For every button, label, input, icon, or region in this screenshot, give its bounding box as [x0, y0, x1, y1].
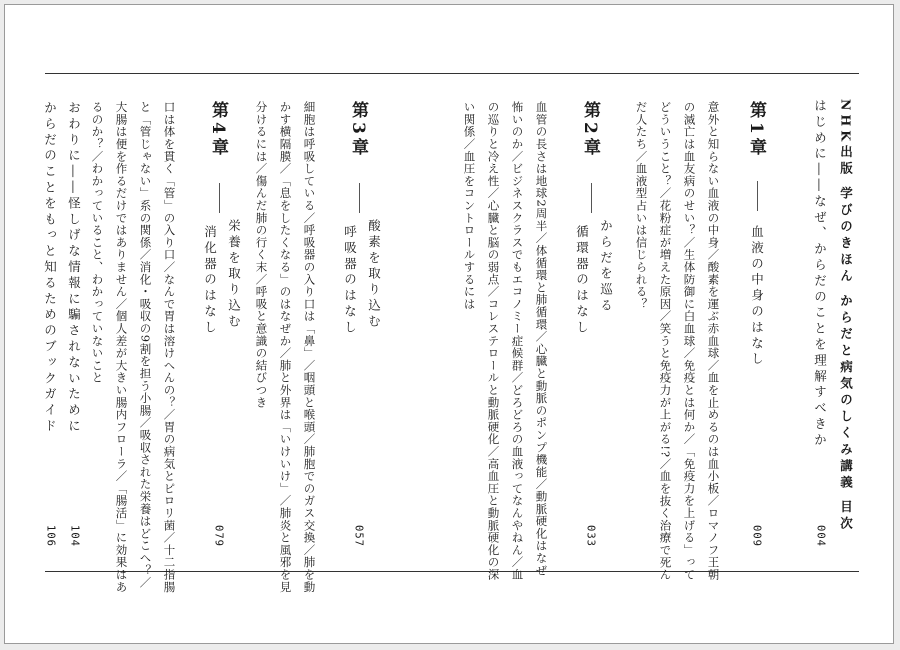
book-title: NHK出版 学びのきほん からだと病気のしくみ講義 目次: [838, 99, 854, 534]
book-page: [4, 4, 894, 644]
chapter-2-topics-line: 怖いのか／ビジネスクラスでもエコノミー症候群／どろどろの血液ってなんやねん／血: [510, 101, 525, 581]
chapter-2-topics-line: 血管の長さは地球2周半／体循環と肺循環／心臓と動脈のポンプ機能／動脈硬化はなぜ: [534, 101, 549, 577]
chapter-1-topics-line: どういうこと？／花粉症が増えた原因／笑うと免疫力が上がる!?／血を抜く治療で死ん: [658, 101, 673, 581]
intro-label[interactable]: はじめに――なぜ、からだのことを理解すべきか: [812, 99, 828, 449]
chapter-3-divider: [359, 183, 360, 213]
chapter-2-page: 033: [584, 525, 597, 547]
chapter-2-title-line2[interactable]: 循環器のはなし: [574, 225, 590, 337]
appendix-page: 106: [44, 525, 57, 547]
top-rule: [45, 73, 859, 74]
chapter-4-topics-line: 大腸は便を作るだけではありません／個人差が大きい腸内フローラ／「腸活」に効果はあ: [114, 101, 129, 593]
chapter-3-title-line2[interactable]: 呼吸器のはなし: [342, 225, 358, 337]
closing-page: 104: [68, 525, 81, 547]
chapter-3-page: 057: [352, 525, 365, 547]
chapter-4-title-line1[interactable]: 栄養を取り込む: [226, 219, 242, 331]
chapter-1-number: 第1章: [746, 101, 766, 159]
appendix-label[interactable]: からだのことをもっと知るためのブックガイド: [42, 101, 58, 435]
chapter-2-number: 第2章: [580, 101, 600, 159]
chapter-2-title-line1[interactable]: からだを巡る: [598, 219, 614, 315]
chapter-4-number: 第4章: [208, 101, 228, 159]
chapter-3-number: 第3章: [348, 101, 368, 159]
chapter-3-topics-line: 細胞は呼吸している／呼吸器の入り口は「鼻」／咽頭と喉頭／肺胞でのガス交換／肺を動: [302, 101, 317, 593]
chapter-2-topics-line: の巡りと冷え性／心臓と脳の弱点／コレステロールと動脈硬化／高血圧と動脈硬化の深: [486, 101, 501, 581]
chapter-1-topics-line: 意外と知らない血液の中身／酸素を運ぶ赤血球／血を止めるのは血小板／ロマノフ王朝: [706, 101, 721, 581]
chapter-3-topics-line: かす横隔膜／「息をしたくなる」のはなぜか／肺と外界は「いけいけ」／肺炎と風邪を見: [278, 101, 293, 593]
chapter-1-topics-line: だ人たち／血液型占いは信じられる？: [634, 101, 649, 311]
chapter-1-topics-line: の滅亡は血友病のせい？／生体防御に白血球／免疫とは何か／「免疫力を上げる」って: [682, 101, 697, 581]
chapter-1-divider: [757, 181, 758, 211]
chapter-3-topics-line: 分けるには／傷んだ肺の行く末／呼吸と意識の結びつき: [254, 101, 269, 409]
chapter-2-topics-line: い関係／血圧をコントロールするには: [462, 101, 477, 311]
chapter-4-divider: [219, 183, 220, 213]
chapter-4-topics-line: と「管じゃない」系の関係／消化・吸収の9割を担う小腸／吸収された栄養はどこへ？／: [138, 101, 153, 589]
chapter-4-topics-line: 口は体を貫く「管」の入り口／なんで胃は溶けへんの？／胃の病気とピロリ菌／十二指腸: [162, 101, 177, 593]
chapter-4-topics-line: るのか？／わかっていること、わかっていないこと: [90, 101, 105, 384]
chapter-3-title-line1[interactable]: 酸素を取り込む: [366, 219, 382, 331]
chapter-1-page: 009: [750, 525, 763, 547]
chapter-2-divider: [591, 183, 592, 213]
chapter-1-title[interactable]: 血液の中身のはなし: [749, 225, 765, 369]
closing-label[interactable]: おわりに――怪しげな情報に騙されないために: [66, 101, 82, 435]
chapter-4-title-line2[interactable]: 消化器のはなし: [202, 225, 218, 337]
chapter-4-page: 079: [212, 525, 225, 547]
intro-page: 004: [814, 525, 827, 547]
